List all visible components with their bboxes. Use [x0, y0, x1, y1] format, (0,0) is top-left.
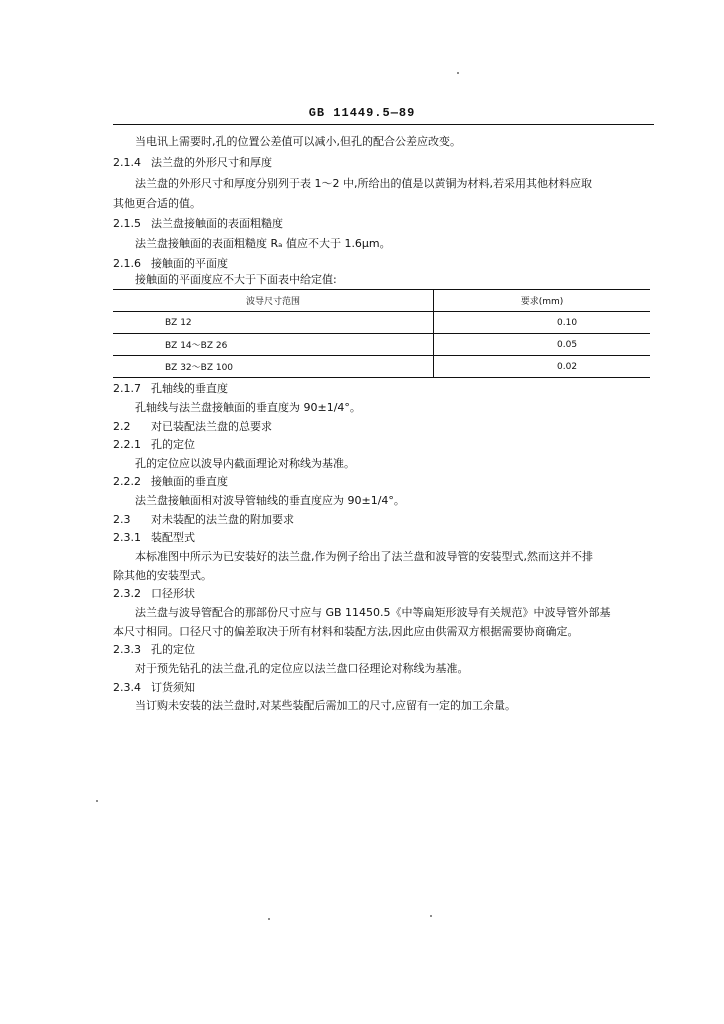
section-title: 接触面的平面度 [151, 257, 228, 270]
heading-2-3 [113, 512, 294, 528]
table-row [113, 356, 650, 378]
paragraph-line: 法兰盘接触面的表面粗糙度 Rₐ 值应不大于 1.6μm。 [135, 237, 391, 250]
heading-2-3-4 [113, 680, 195, 696]
paragraph-line: 法兰盘与波导管配合的那部份尺寸应与 GB 11450.5《中等扁矩形波导有关规范》中波导管外部基 [135, 606, 611, 619]
heading-2-2-1 [113, 437, 195, 453]
flatness-table [113, 289, 650, 378]
paragraph-line: 当订购未安装的法兰盘时,对某些装配后需加工的尺寸,应留有一定的加工余量。 [135, 699, 516, 712]
table-cell-requirement: 0.05 [434, 334, 651, 356]
heading-2-1-6 [113, 256, 228, 272]
section-number: 2.2 [113, 420, 131, 433]
paragraph-line: 本尺寸相同。口径尺寸的偏差取决于所有材料和装配方法,因此应由供需双方根据需要协商确定。 [113, 625, 579, 638]
paragraph-line: 接触面的平面度应不大于下面表中给定值: [135, 273, 337, 286]
paragraph-line: 孔的定位应以波导内截面理论对称线为基准。 [135, 457, 355, 470]
section-number: 2.3.3 [113, 643, 141, 656]
section-number: 2.3.4 [113, 681, 141, 694]
heading-2-3-3 [113, 642, 195, 658]
heading-2-3-2 [113, 586, 195, 602]
section-number: 2.1.5 [113, 217, 141, 230]
section-title: 接触面的垂直度 [151, 475, 228, 488]
section-title: 对已装配法兰盘的总要求 [151, 420, 272, 433]
table-cell-range: BZ 14～BZ 26 [113, 334, 434, 356]
section-number: 2.3.2 [113, 587, 141, 600]
paragraph-line: 其他更合适的值。 [113, 197, 201, 210]
section-title: 对未装配的法兰盘的附加要求 [151, 513, 294, 526]
table-header-requirement: 要求(mm) [434, 290, 651, 312]
paragraph-line: 本标准图中所示为已安装好的法兰盘,作为例子给出了法兰盘和波导管的安装型式,然而这并不排 [135, 550, 593, 563]
section-number: 2.1.6 [113, 257, 141, 270]
table-header-row [113, 290, 650, 312]
section-title: 装配型式 [151, 531, 195, 544]
section-number: 2.3.1 [113, 531, 141, 544]
scan-speck [457, 72, 459, 74]
paragraph-line: 法兰盘接触面相对波导管轴线的垂直度应为 90±1/4°。 [135, 494, 405, 507]
section-title: 孔轴线的垂直度 [151, 382, 228, 395]
heading-2-1-7 [113, 381, 228, 397]
section-title: 孔的定位 [151, 643, 195, 656]
heading-2-1-5 [113, 216, 283, 232]
section-title: 法兰盘的外形尺寸和厚度 [151, 156, 272, 169]
scan-speck [96, 800, 98, 802]
heading-2-1-4 [113, 155, 272, 171]
table-row [113, 334, 650, 356]
scan-speck [268, 918, 270, 920]
section-number: 2.2.2 [113, 475, 141, 488]
paragraph-line: 法兰盘的外形尺寸和厚度分别列于表 1～2 中,所给出的值是以黄铜为材料,若采用其他材料应取 [135, 177, 592, 190]
paragraph-line: 孔轴线与法兰盘接触面的垂直度为 90±1/4°。 [135, 401, 361, 414]
section-number: 2.1.4 [113, 156, 141, 169]
paragraph-line: 对于预先钻孔的法兰盘,孔的定位应以法兰盘口径理论对称线为基准。 [135, 662, 469, 675]
table-cell-range: BZ 12 [113, 312, 434, 334]
heading-2-2-2 [113, 474, 228, 490]
section-title: 口径形状 [151, 587, 195, 600]
section-title: 订货须知 [151, 681, 195, 694]
standard-code: GB 11449.5—89 [308, 106, 416, 120]
table-cell-requirement: 0.10 [434, 312, 651, 334]
heading-2-2 [113, 419, 272, 435]
heading-2-3-1 [113, 530, 195, 546]
table-header-range: 波导尺寸范围 [113, 290, 434, 312]
section-title: 法兰盘接触面的表面粗糙度 [151, 217, 283, 230]
section-number: 2.3 [113, 513, 131, 526]
intro-paragraph: 当电讯上需要时,孔的位置公差值可以减小,但孔的配合公差应改变。 [135, 135, 461, 148]
table-cell-range: BZ 32～BZ 100 [113, 356, 434, 378]
section-number: 2.1.7 [113, 382, 141, 395]
scan-speck [430, 915, 432, 917]
header-rule [113, 124, 654, 125]
table-row [113, 312, 650, 334]
table-cell-requirement: 0.02 [434, 356, 651, 378]
paragraph-line: 除其他的安装型式。 [113, 569, 212, 582]
section-title: 孔的定位 [151, 438, 195, 451]
section-number: 2.2.1 [113, 438, 141, 451]
